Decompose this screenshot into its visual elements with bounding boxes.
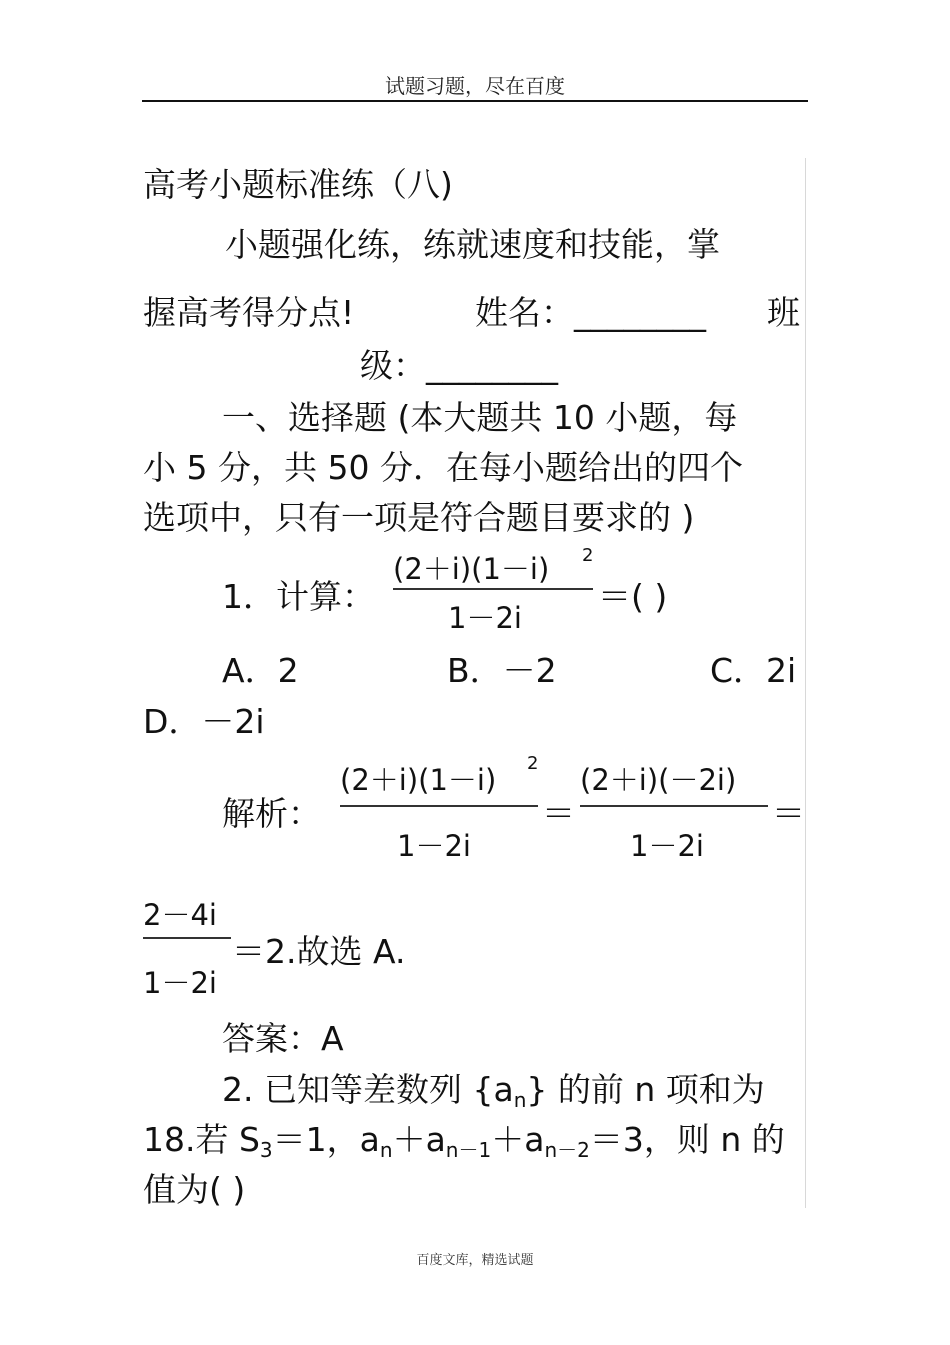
- doc-title: 高考小题标准练（八): [143, 165, 453, 204]
- q2-line-2: [143, 1120, 785, 1164]
- header-rule: [142, 100, 808, 102]
- q1-analysis-label: 解析：: [222, 794, 321, 833]
- q1-analysis-bar2: [580, 805, 768, 807]
- class-field: 级：________: [360, 346, 558, 385]
- q1-analysis-eq1: ＝: [542, 794, 575, 833]
- q1-fraction-bar: [393, 588, 593, 590]
- intro-line-1: 小题强化练，练就速度和技能，掌: [225, 225, 720, 264]
- q1-answer: 答案：A: [222, 1019, 344, 1058]
- q2-line2-a: 18.若 S: [143, 1120, 260, 1159]
- q2-line2-c: ＋a: [392, 1120, 446, 1159]
- q2-line2-d: ＋a: [491, 1120, 545, 1159]
- q1-analysis-num3: 2－4i: [143, 898, 217, 932]
- q2-line2-e: ＝3，则 n 的: [589, 1120, 785, 1159]
- page-header: 试题习题，尽在百度: [385, 74, 565, 98]
- q1-analysis-bar3: [143, 937, 231, 939]
- q1-option-a: A．2: [222, 651, 299, 690]
- q1-tail: ＝( ): [598, 577, 668, 616]
- q2-line2-subn: n: [379, 1138, 393, 1162]
- q1-analysis-den3: 1－2i: [143, 966, 217, 1000]
- q2-line-3: 值为( ): [143, 1170, 246, 1209]
- q1-exponent: 2: [582, 545, 594, 566]
- q2-line1-text: 2. 已知等差数列 {a: [222, 1070, 514, 1109]
- page-footer: 百度文库，精选试题: [416, 1253, 534, 1268]
- content-border: [805, 158, 806, 1208]
- q2-line2-subn1: n－1: [445, 1138, 492, 1162]
- q2-line2-sub3: 3: [259, 1138, 273, 1162]
- section-line-3: 选项中，只有一项是符合题目要求的 ): [143, 498, 695, 537]
- name-field: 姓名：________: [475, 293, 706, 332]
- q1-option-c: C．2i: [710, 651, 797, 690]
- q1-prefix: 1．计算：: [222, 577, 375, 616]
- q1-analysis-den1: 1－2i: [397, 829, 471, 863]
- q1-analysis-den2: 1－2i: [630, 829, 704, 863]
- section-line-2: 小 5 分，共 50 分．在每小题给出的四个: [143, 448, 743, 487]
- q1-numerator: (2＋i)(1－i): [393, 552, 550, 586]
- q1-analysis-num1: (2＋i)(1－i): [340, 763, 497, 797]
- q1-analysis-exp1: 2: [527, 753, 539, 774]
- section-line-1: 一、选择题 (本大题共 10 小题，每: [222, 398, 738, 437]
- q1-analysis-num2: (2＋i)(－2i): [580, 763, 737, 797]
- q1-option-d: D．－2i: [143, 702, 265, 741]
- class-label-part1: 班: [767, 293, 800, 332]
- intro-line-2: 握高考得分点!: [143, 293, 355, 332]
- q2-line2-subn2: n－2: [544, 1138, 590, 1162]
- q1-analysis-eq2: ＝: [772, 794, 805, 833]
- q2-line-1: [222, 1070, 765, 1114]
- q1-analysis-conclusion: ＝2.故选 A.: [232, 932, 406, 971]
- q1-analysis-bar1: [340, 805, 538, 807]
- q1-option-b: B．－2: [447, 651, 557, 690]
- q2-line1-end: } 的前 n 项和为: [526, 1070, 765, 1109]
- q2-line2-b: ＝1，a: [272, 1120, 380, 1159]
- q1-denominator: 1－2i: [448, 601, 522, 635]
- q2-line1-sub: n: [513, 1088, 527, 1112]
